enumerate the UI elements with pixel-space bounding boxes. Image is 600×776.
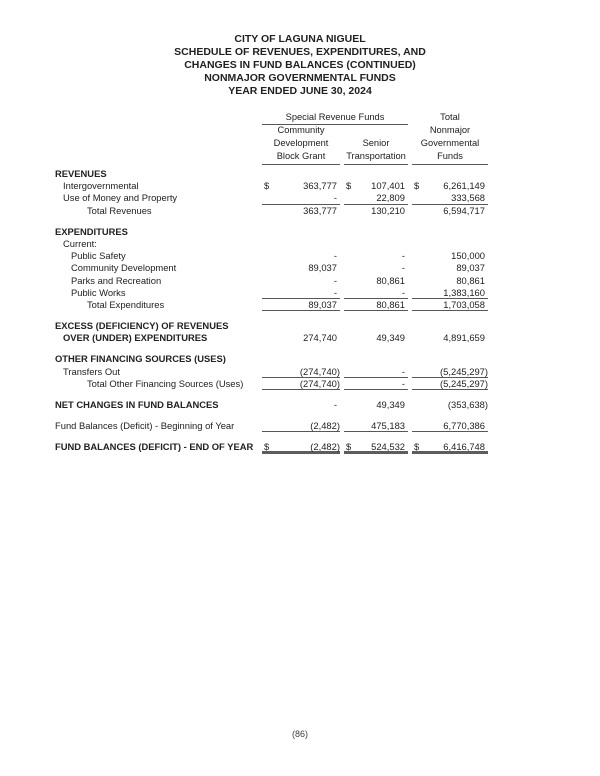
cell-value: 6,770,386 bbox=[443, 420, 485, 432]
row-label: Transfers Out bbox=[63, 365, 120, 377]
amount-cell bbox=[412, 192, 488, 204]
row-label: NET CHANGES IN FUND BALANCES bbox=[55, 399, 219, 410]
amount-cell bbox=[412, 275, 488, 287]
amount-cell bbox=[344, 441, 408, 453]
header-label-spacer bbox=[55, 111, 262, 165]
row-label: Public Safety bbox=[71, 250, 126, 262]
cell-value: 49,349 bbox=[376, 399, 405, 410]
cell-value: - bbox=[333, 274, 337, 286]
row-label: Use of Money and Property bbox=[63, 192, 178, 204]
amount-cell bbox=[262, 287, 340, 299]
amount-cell bbox=[344, 168, 408, 180]
table-row bbox=[55, 287, 488, 299]
table-body bbox=[55, 168, 488, 454]
row-spacer bbox=[55, 344, 488, 353]
table-row bbox=[55, 320, 488, 332]
amount-cell bbox=[344, 353, 408, 365]
row-label: Total Expenditures bbox=[87, 298, 165, 310]
header-group-row bbox=[262, 111, 488, 125]
title-line-3: CHANGES IN FUND BALANCES (CONTINUED) bbox=[184, 59, 416, 71]
row-label: OTHER FINANCING SOURCES (USES) bbox=[55, 353, 226, 365]
table-row bbox=[55, 205, 488, 217]
amount-cell bbox=[262, 299, 340, 311]
column-header-total-nonmajor bbox=[412, 126, 488, 165]
table-row bbox=[55, 399, 488, 411]
amount-cell bbox=[344, 275, 408, 287]
cell-value: 107,401 bbox=[371, 180, 405, 192]
title-line-2: SCHEDULE OF REVENUES, EXPENDITURES, AND bbox=[174, 46, 426, 58]
amount-cell bbox=[344, 378, 408, 390]
dollar-sign: $ bbox=[264, 441, 270, 453]
row-label: Current: bbox=[63, 237, 97, 249]
table-row bbox=[55, 192, 488, 204]
row-label: Total Other Financing Sources (Uses) bbox=[87, 377, 244, 389]
column-header-line: Development bbox=[273, 138, 329, 148]
cell-value: (2,482) bbox=[310, 420, 340, 432]
cell-value: - bbox=[333, 250, 337, 262]
amount-cell bbox=[262, 180, 340, 192]
table-row bbox=[55, 250, 488, 262]
cell-value: (5,245,297) bbox=[440, 377, 488, 389]
table-header bbox=[55, 111, 488, 165]
row-label: Public Works bbox=[71, 286, 126, 298]
row-label: FUND BALANCES (DEFICIT) - END OF YEAR bbox=[55, 441, 254, 453]
column-header-line: Nonmajor bbox=[429, 125, 471, 135]
column-header-line: Governmental bbox=[420, 138, 480, 148]
amount-cell bbox=[412, 250, 488, 262]
amount-cell bbox=[412, 205, 488, 217]
table-row bbox=[55, 366, 488, 378]
cell-value: 22,809 bbox=[376, 192, 405, 204]
cell-value: 80,861 bbox=[456, 274, 485, 286]
document-title bbox=[0, 0, 600, 98]
cell-value: 333,568 bbox=[451, 192, 485, 204]
amount-cell bbox=[262, 226, 340, 238]
row-spacer bbox=[55, 432, 488, 441]
amount-cell bbox=[412, 353, 488, 365]
amount-cell bbox=[344, 320, 408, 332]
table-row bbox=[55, 378, 488, 390]
cell-value: (5,245,297) bbox=[440, 365, 488, 377]
row-label: Parks and Recreation bbox=[71, 274, 162, 286]
amount-cell bbox=[262, 399, 340, 411]
cell-value: 130,210 bbox=[371, 204, 405, 216]
amount-cell bbox=[412, 262, 488, 274]
column-header-cdbg bbox=[262, 126, 340, 165]
cell-value: 4,891,659 bbox=[443, 332, 485, 344]
cell-value: (274,740) bbox=[299, 365, 340, 377]
cell-value: 89,037 bbox=[308, 298, 337, 310]
dollar-sign: $ bbox=[414, 180, 420, 192]
amount-cell bbox=[262, 205, 340, 217]
amount-cell bbox=[412, 180, 488, 192]
column-header-line: Block Grant bbox=[276, 151, 326, 161]
amount-cell bbox=[344, 287, 408, 299]
cell-value: 475,183 bbox=[371, 420, 405, 432]
amount-cell bbox=[344, 250, 408, 262]
amount-cell bbox=[262, 332, 340, 344]
dollar-sign: $ bbox=[346, 180, 352, 192]
amount-cell bbox=[412, 226, 488, 238]
row-label: Total Revenues bbox=[87, 204, 152, 216]
table-row bbox=[55, 441, 488, 453]
table-row bbox=[55, 238, 488, 250]
amount-cell bbox=[412, 299, 488, 311]
cell-value: - bbox=[333, 192, 337, 204]
cell-value: 89,037 bbox=[308, 262, 337, 274]
table-row bbox=[55, 262, 488, 274]
table-row bbox=[55, 180, 488, 192]
row-label: EXPENDITURES bbox=[55, 225, 128, 237]
amount-cell bbox=[344, 180, 408, 192]
cell-value: 49,349 bbox=[376, 332, 405, 344]
row-spacer bbox=[55, 311, 488, 320]
cell-value: (274,740) bbox=[299, 377, 340, 389]
amount-cell bbox=[344, 366, 408, 378]
amount-cell bbox=[412, 320, 488, 332]
amount-cell bbox=[262, 320, 340, 332]
table-row bbox=[55, 420, 488, 432]
table-row bbox=[55, 332, 488, 344]
amount-cell bbox=[412, 168, 488, 180]
table-row bbox=[55, 299, 488, 311]
row-spacer bbox=[55, 217, 488, 226]
cell-value: 274,740 bbox=[303, 332, 337, 344]
cell-value: 363,777 bbox=[303, 180, 337, 192]
amount-cell bbox=[262, 366, 340, 378]
cell-value: - bbox=[401, 262, 405, 274]
amount-cell bbox=[262, 250, 340, 262]
cell-value: 6,416,748 bbox=[443, 441, 485, 453]
amount-cell bbox=[262, 420, 340, 432]
cell-value: 363,777 bbox=[303, 204, 337, 216]
cell-value: - bbox=[401, 250, 405, 262]
cell-value: 524,532 bbox=[371, 441, 405, 453]
amount-cell bbox=[344, 420, 408, 432]
table-row bbox=[55, 168, 488, 180]
column-group-header: Special Revenue Funds bbox=[262, 111, 408, 125]
cell-value: (2,482) bbox=[310, 441, 340, 453]
cell-value: 89,037 bbox=[456, 262, 485, 274]
page-number: (86) bbox=[291, 729, 308, 739]
amount-cell bbox=[344, 192, 408, 204]
cell-value: - bbox=[401, 365, 405, 377]
amount-cell bbox=[262, 238, 340, 250]
amount-cell bbox=[412, 287, 488, 299]
row-label: Fund Balances (Deficit) - Beginning of Year bbox=[55, 420, 235, 432]
amount-cell bbox=[262, 262, 340, 274]
amount-cell bbox=[412, 238, 488, 250]
cell-value: 1,383,160 bbox=[443, 286, 485, 298]
amount-cell bbox=[262, 378, 340, 390]
title-line-4: NONMAJOR GOVERNMENTAL FUNDS bbox=[204, 72, 396, 84]
amount-cell bbox=[344, 399, 408, 411]
table-row bbox=[55, 353, 488, 365]
cell-value: - bbox=[333, 286, 337, 298]
column-header-line: Funds bbox=[437, 151, 463, 161]
amount-cell bbox=[344, 299, 408, 311]
title-line-1: CITY OF LAGUNA NIGUEL bbox=[234, 33, 366, 45]
cell-value: - bbox=[401, 286, 405, 298]
amount-cell bbox=[412, 366, 488, 378]
row-label: REVENUES bbox=[55, 168, 107, 179]
table-row bbox=[55, 275, 488, 287]
amount-cell bbox=[262, 275, 340, 287]
row-spacer bbox=[55, 390, 488, 399]
amount-cell bbox=[262, 192, 340, 204]
cell-value: 6,261,149 bbox=[443, 180, 485, 192]
header-columns bbox=[262, 111, 488, 165]
cell-value: 80,861 bbox=[376, 298, 405, 310]
amount-cell bbox=[344, 332, 408, 344]
cell-value: 150,000 bbox=[451, 250, 485, 262]
row-label: OVER (UNDER) EXPENDITURES bbox=[63, 332, 208, 344]
amount-cell bbox=[344, 226, 408, 238]
amount-cell bbox=[344, 262, 408, 274]
cell-value: 1,703,058 bbox=[443, 298, 485, 310]
cell-value: 6,594,717 bbox=[443, 204, 485, 216]
amount-cell bbox=[412, 378, 488, 390]
cell-value: - bbox=[333, 399, 337, 410]
row-label: Intergovernmental bbox=[63, 180, 139, 192]
row-label: EXCESS (DEFICIENCY) OF REVENUES bbox=[55, 320, 229, 332]
column-header-senior-transportation bbox=[344, 126, 408, 165]
column-header-row bbox=[262, 126, 488, 165]
amount-cell bbox=[262, 168, 340, 180]
row-label: Community Development bbox=[71, 262, 177, 274]
column-header-line: Senior bbox=[362, 138, 390, 148]
cell-value: 80,861 bbox=[376, 274, 405, 286]
dollar-sign: $ bbox=[414, 441, 420, 453]
cell-value: (353,638) bbox=[447, 399, 488, 410]
dollar-sign: $ bbox=[346, 441, 352, 453]
amount-cell bbox=[412, 441, 488, 453]
amount-cell bbox=[412, 420, 488, 432]
amount-cell bbox=[262, 353, 340, 365]
financial-table bbox=[55, 111, 488, 454]
amount-cell bbox=[344, 238, 408, 250]
amount-cell bbox=[262, 441, 340, 453]
column-header-line: Transportation bbox=[346, 151, 406, 161]
amount-cell bbox=[344, 205, 408, 217]
amount-cell bbox=[412, 399, 488, 411]
row-spacer bbox=[55, 411, 488, 420]
table-row bbox=[55, 226, 488, 238]
amount-cell bbox=[412, 332, 488, 344]
total-column-top-label: Total bbox=[440, 112, 460, 122]
dollar-sign: $ bbox=[264, 180, 270, 192]
title-line-5: YEAR ENDED JUNE 30, 2024 bbox=[228, 85, 372, 97]
cell-value: - bbox=[401, 377, 405, 389]
column-header-line: Community bbox=[277, 125, 325, 135]
